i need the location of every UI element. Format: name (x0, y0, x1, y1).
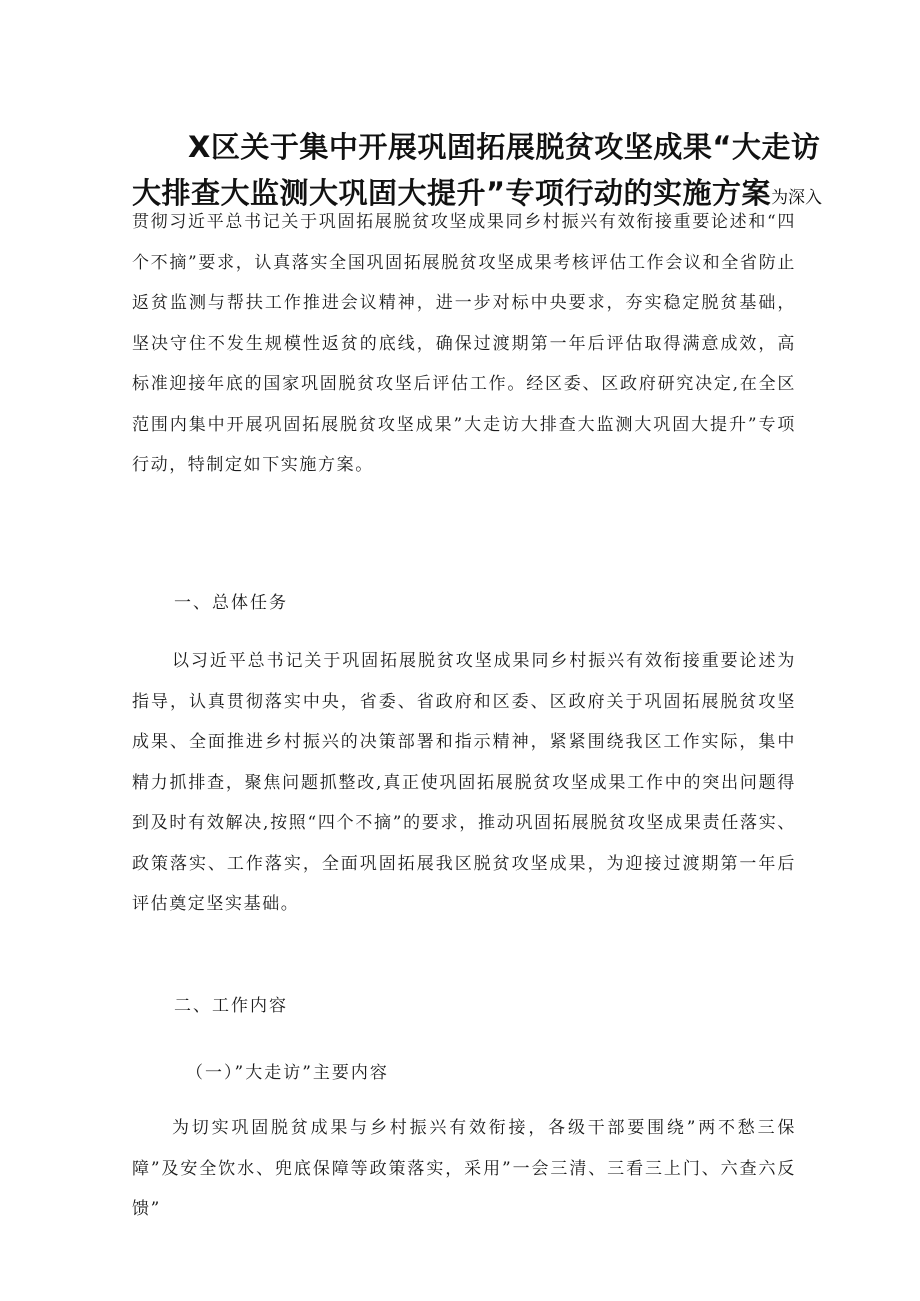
title-line-1-text: X区关于集中开展巩固拓展脱贫攻坚成果“大走访 (188, 130, 821, 164)
subsection-1-heading: （一）”大走访”主要内容 (186, 1063, 389, 1083)
intro-paragraph: 贯彻习近平总书记关于巩固拓展脱贫攻坚成果同乡村振兴有效衔接重要论述和“四个不摘”要求，认真落实全国巩固拓展脱贫攻坚成果考核评估工作会议和全省防止返贫监测与帮扶工作推进会议精神，进一步对标中央要求，夯实稳定脱贫基础，坚决守住不发生规模性返贫的底线，确保过渡期第一年后评估取得满意成效，高标准迎接年底的国家巩固脱贫攻坚后评估工作。经区委、区政府研究决定,在全区范围内集中开展巩固拓展脱贫攻坚成果”大走访大排查大监测大巩固大提升”专项行动，特制定如下实施方案。 (132, 212, 796, 475)
title-line-1 (132, 124, 821, 170)
section-1-heading: 一、总体任务 (174, 593, 288, 613)
title-line-2-text: 大排查大监测大巩固大提升”专项行动的实施方案 (132, 176, 772, 210)
section-1-body: 以习近平总书记关于巩固拓展脱贫攻坚成果同乡村振兴有效衔接重要论述为指导，认真贯彻落实中央，省委、省政府和区委、区政府关于巩固拓展脱贫攻坚成果、全面推进乡村振兴的决策部署和指示精神，紧紧围绕我区工作实际，集中精力抓排查，聚焦问题抓整改,真正使巩固拓展脱贫攻坚成果工作中的突出问题得到及时有效解决,按照“四个不摘”的要求，推动巩固拓展脱贫攻坚成果责任落实、政策落实、工作落实，全面巩固拓展我区脱贫攻坚成果，为迎接过渡期第一年后评估奠定坚实基础。 (132, 651, 796, 914)
section-2-heading: 二、工作内容 (174, 996, 288, 1016)
subsection-1-body: 为切实巩固脱贫成果与乡村振兴有效衔接，各级干部要围绕”两不愁三保障”及安全饮水、兜底保障等政策落实，采用”一会三清、三看三上门、六查六反馈” (132, 1118, 796, 1219)
title-line-2-tail: 为深入 (771, 188, 823, 208)
